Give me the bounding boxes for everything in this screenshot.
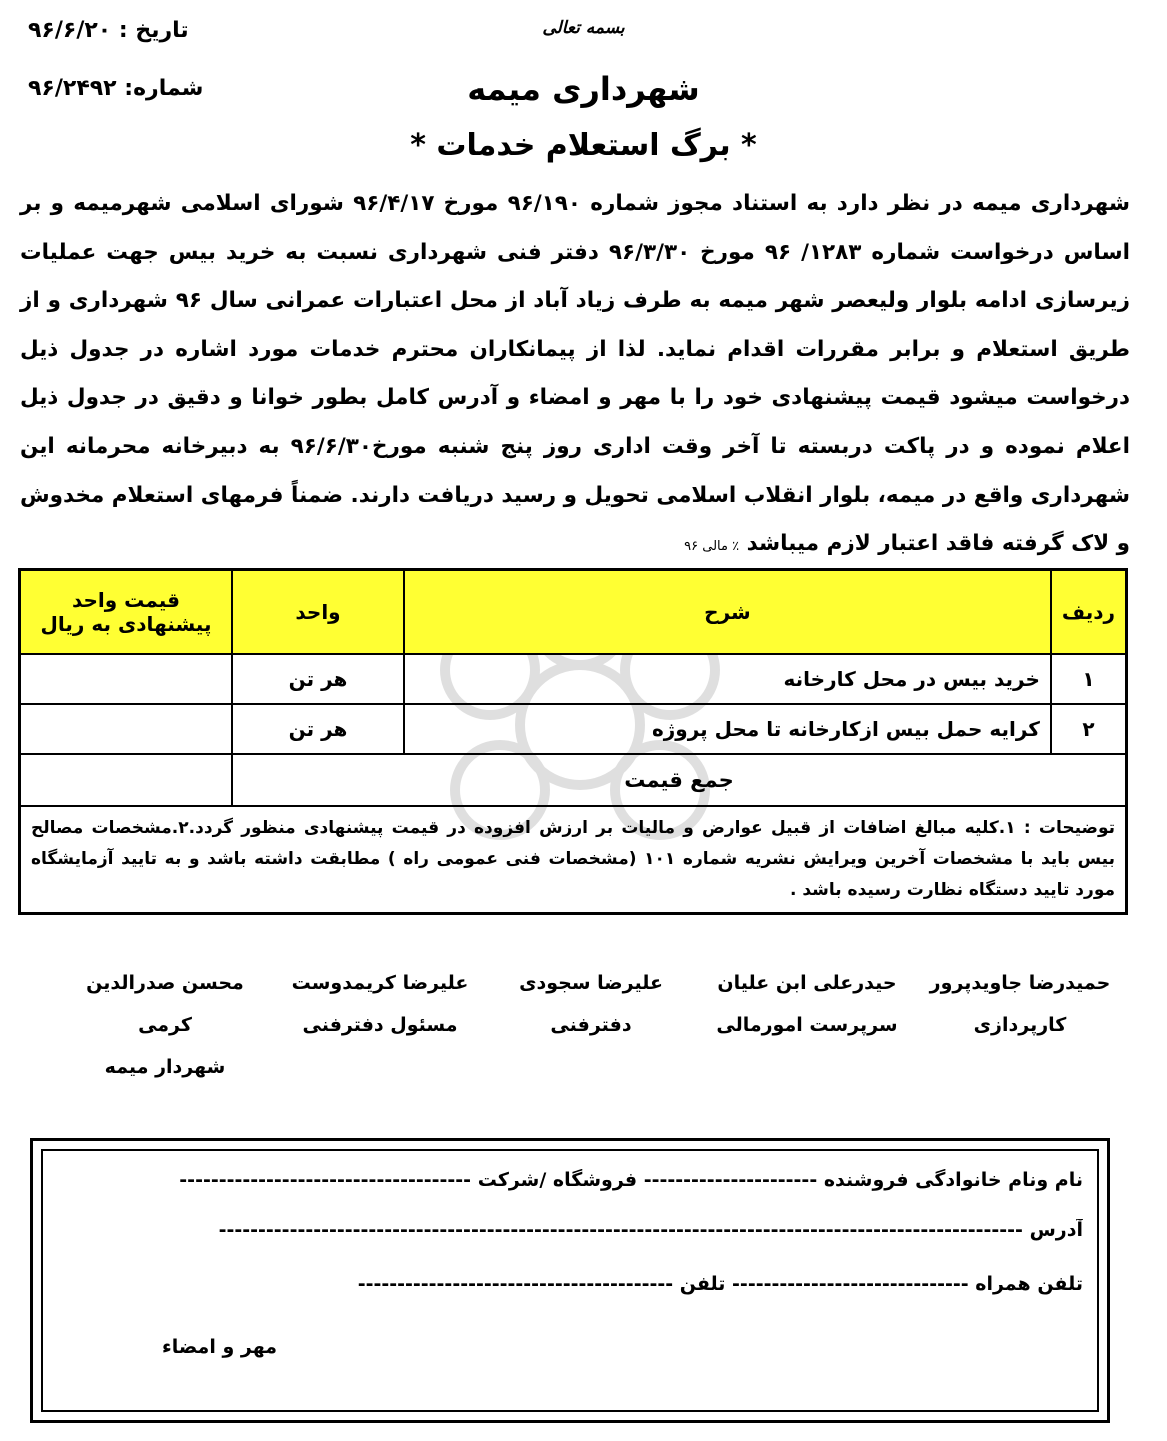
items-table <box>18 568 1128 915</box>
table-header-row <box>20 570 1127 655</box>
intro-paragraph <box>20 180 1130 572</box>
organization-title: شهرداری میمه <box>467 70 700 108</box>
seller-phone-label: تلفن <box>679 1273 726 1295</box>
table-row <box>20 654 1127 704</box>
seller-name-label: نام ونام خانوادگی فروشنده <box>823 1169 1083 1191</box>
header-price: قیمت واحد پیشنهادی به ریال <box>20 570 233 655</box>
row-price-cell[interactable] <box>20 654 233 704</box>
signatory-technical-office <box>496 962 686 1046</box>
table-row <box>20 704 1127 754</box>
row-number: ۱ <box>1051 654 1127 704</box>
signatory-title: دفترفنی <box>550 1014 632 1036</box>
signatory-name: محسن صدرالدین کرمی <box>86 972 244 1036</box>
header-description: شرح <box>404 570 1051 655</box>
seller-info-inner-frame <box>41 1149 1099 1412</box>
seller-address-label: آدرس <box>1029 1219 1083 1241</box>
seller-shop-label: فروشگاه /شرکت <box>477 1169 638 1191</box>
seller-stamp-label: مهر و امضاء <box>161 1336 277 1358</box>
row-unit: هر تن <box>232 654 404 704</box>
total-value-cell[interactable] <box>20 754 233 806</box>
signatory-name: حیدرعلی ابن علیان <box>717 972 897 994</box>
besm-heading: بسمه تعالی <box>542 18 625 38</box>
intro-note: ٪ مالی ۹۶ <box>684 539 740 555</box>
row-description: کرایه حمل بیس ازکارخانه تا محل پروژه <box>404 704 1051 754</box>
signatory-name: حمیدرضا جاویدپرور <box>929 972 1111 994</box>
header-row-number: ردیف <box>1051 570 1127 655</box>
row-description: خرید بیس در محل کارخانه <box>404 654 1051 704</box>
row-price-cell[interactable] <box>20 704 233 754</box>
seller-phone-line <box>57 1273 1083 1295</box>
letter-number: شماره: ۹۶/۲۴۹۲ <box>28 76 204 101</box>
seller-mobile-label: تلفن همراه <box>975 1273 1083 1295</box>
seller-address-line <box>57 1219 1083 1241</box>
seller-phone-field[interactable]: ---------------------------------------- <box>357 1273 674 1295</box>
signatory-procurement <box>925 962 1115 1046</box>
signatory-mayor <box>60 962 270 1088</box>
table-notes: توضیحات : ۱.کلیه مبالغ اضافات از قبیل عوارض و مالیات بر ارزش افزوده در قیمت پیشنهادی منظور گردد.۲.مشخصات مصالح بیس باید با مشخصات آخرین ویرایش نشریه شماره ۱۰۱ (مشخصات فنی عمومی راه ) مطابقت داشته باشد و به تایید آزمایشگاه مورد تایید دستگاه نظارت رسیده باشد . <box>20 806 1127 914</box>
form-title: * برگ استعلام خدمات * <box>410 128 757 163</box>
seller-name-line <box>57 1169 1083 1191</box>
total-row <box>20 754 1127 806</box>
signatory-name: علیرضا کریمدوست <box>291 972 469 994</box>
seller-name-field[interactable]: ---------------------- <box>643 1169 818 1191</box>
signatory-title: شهردار میمه <box>104 1056 226 1078</box>
seller-shop-field[interactable]: ------------------------------------- <box>179 1169 472 1191</box>
signatory-title: مسئول دفترفنی <box>302 1014 458 1036</box>
notes-row <box>20 806 1127 914</box>
seller-address-field[interactable]: ------------------------------------------------------------------------------------------------------ <box>218 1219 1023 1241</box>
row-number: ۲ <box>1051 704 1127 754</box>
header-unit: واحد <box>232 570 404 655</box>
signatory-finance <box>712 962 902 1046</box>
signatory-technical-head <box>285 962 475 1046</box>
seller-info-box <box>30 1138 1110 1423</box>
signatory-name: علیرضا سجودی <box>519 972 663 994</box>
total-label: جمع قیمت <box>232 754 1127 806</box>
signatory-title: سرپرست امورمالی <box>716 1014 898 1036</box>
letter-date: تاریخ : ۹۶/۶/۲۰ <box>28 18 189 43</box>
intro-text: شهرداری میمه در نظر دارد به استناد مجوز شماره ۹۶/۱۹۰ مورخ ۹۶/۴/۱۷ شورای اسلامی شهرمیمه و بر اساس درخواست شماره ۱۲۸۳/ ۹۶ مورخ ۹۶/۳/۳۰ دفتر فنی شهرداری نسبت به خرید بیس جهت عملیات زیرسازی ادامه بلوار ولیعصر شهر میمه به طرف زیاد آباد از محل اعتبارات عمرانی سال ۹۶ شهرداری و از طریق استعلام و برابر مقررات اقدام نماید. لذا از پیمانکاران محترم خدمات مورد اشاره در جدول ذیل درخواست میشود قیمت پیشنهادی خود را با مهر و امضاء و آدرس کامل بطور خوانا و دقیق در جدول ذیل اعلام نموده و در پاکت دربسته تا آخر وقت اداری روز پنج شنبه مورخ۹۶/۶/۳۰ به دبیرخانه محرمانه این شهرداری واقع در میمه، بلوار انقلاب اسلامی تحویل و رسید دریافت دارند. ضمناً فرمهای استعلام مخدوش و لاک گرفته فاقد اعتبار لازم میباشد <box>20 191 1131 557</box>
signatory-title: کارپردازی <box>973 1014 1067 1036</box>
seller-mobile-field[interactable]: ------------------------------ <box>732 1273 969 1295</box>
row-unit: هر تن <box>232 704 404 754</box>
